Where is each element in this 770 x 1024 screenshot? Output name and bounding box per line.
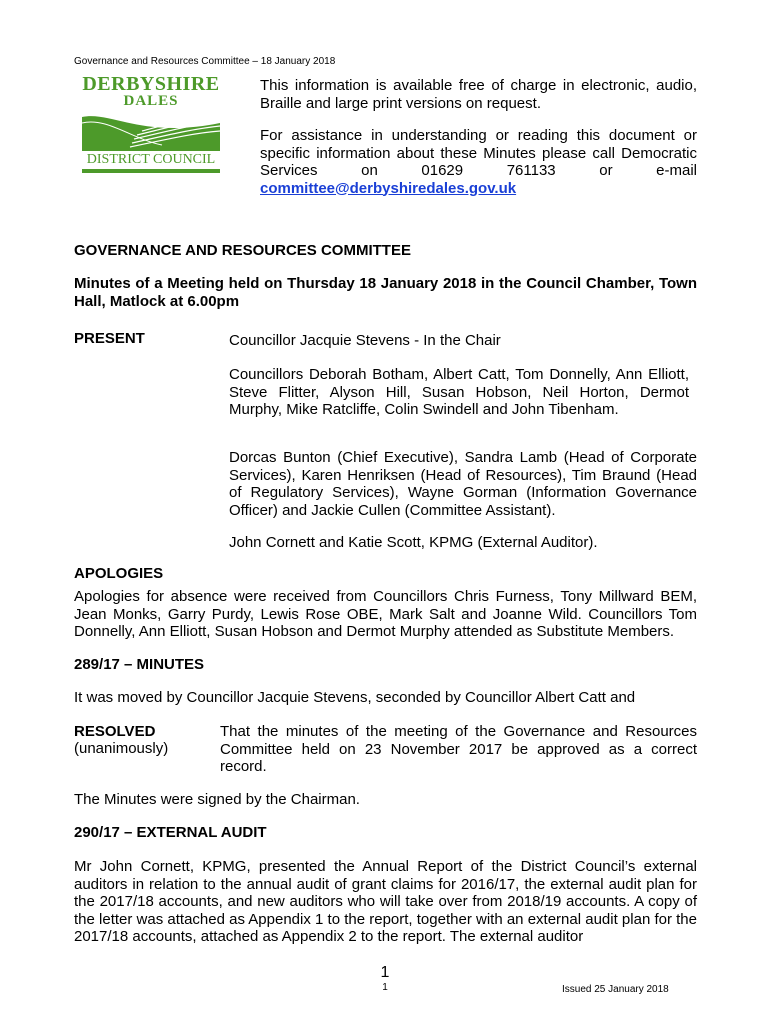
logo-underline	[82, 169, 220, 173]
minutes-signed: The Minutes were signed by the Chairman.	[74, 791, 360, 808]
present-councillors: Councillors Deborah Botham, Albert Catt, Tom Donnelly, Ann Elliott, Steve Flitter, Alyson Hill, Susan Hobson, Neil Horton, Dermot Murphy, Mike Ratcliffe, Colin Swindell and John Tibenham.	[229, 366, 689, 418]
running-header: Governance and Resources Committee – 18 January 2018	[74, 56, 336, 67]
resolved-sub: (unanimously)	[74, 740, 169, 757]
notice-paragraph-2-text: For assistance in understanding or reading this document or specific information about these Minutes please call Democratic Services on 01629 761133 or e-mail	[260, 127, 697, 179]
apologies-text: Apologies for absence were received from Councillors Chris Furness, Tony Millward BEM, Jean Monks, Garry Purdy, Lewis Rose OBE, Mark Salt and Joanne Wild. Councillors Tom Donnelly, Ann Elliott, Susan Hobson and Dermot Murphy attended as Substitute Members.	[74, 588, 697, 640]
meeting-details: Minutes of a Meeting held on Thursday 18 January 2018 in the Council Chamber, Town Hall, Matlock at 6.00pm	[74, 275, 697, 310]
hills-graphic	[82, 109, 220, 151]
notice-paragraph-1: This information is available free of charge in electronic, audio, Braille and large print versions on request.	[260, 77, 697, 112]
logo-line-3: DISTRICT COUNCIL	[86, 152, 216, 167]
resolved-label: RESOLVED	[74, 723, 156, 740]
audit-text: Mr John Cornett, KPMG, presented the Annual Report of the District Council’s external auditors in relation to the annual audit of grant claims for 2016/17, the external audit plan for the 2017/18 accounts, and new auditors who will take over from 2018/19 accounts. A copy of the letter was attached as Appendix 1 to the report, together with an external audit plan for the 2017/18 accounts, attached as Appendix 2 to the report. The external auditor	[74, 858, 697, 945]
document-title: GOVERNANCE AND RESOURCES COMMITTEE	[74, 242, 411, 259]
audit-heading: 290/17 – EXTERNAL AUDIT	[74, 824, 267, 841]
present-label: PRESENT	[74, 330, 145, 347]
notice-paragraph-2	[260, 127, 697, 197]
minutes-heading: 289/17 – MINUTES	[74, 656, 205, 673]
present-auditors: John Cornett and Katie Scott, KPMG (External Auditor).	[229, 534, 598, 551]
email-link[interactable]: committee@derbyshiredales.gov.uk	[260, 179, 517, 197]
page-number-small: 1	[382, 982, 388, 993]
issued-date: Issued 25 January 2018	[562, 984, 669, 995]
accessibility-notice	[260, 77, 697, 197]
present-officers: Dorcas Bunton (Chief Executive), Sandra Lamb (Head of Corporate Services), Karen Henriksen (Head of Resources), Tim Braund (Head of Regulatory Services), Wayne Gorman (Information Governance Officer) and Jackie Cullen (Committee Assistant).	[229, 449, 697, 519]
minutes-moved: It was moved by Councillor Jacquie Stevens, seconded by Councillor Albert Catt and	[74, 689, 636, 706]
resolved-text: That the minutes of the meeting of the Governance and Resources Committee held on 23 November 2017 be approved as a correct record.	[220, 723, 697, 775]
logo-line-2: DALES	[123, 93, 179, 109]
council-logo	[82, 73, 220, 175]
logo-line-1: DERBYSHIRE	[82, 73, 220, 95]
apologies-heading: APOLOGIES	[74, 565, 164, 582]
page-number: 1	[380, 964, 390, 981]
present-chair: Councillor Jacquie Stevens - In the Chair	[229, 332, 501, 349]
